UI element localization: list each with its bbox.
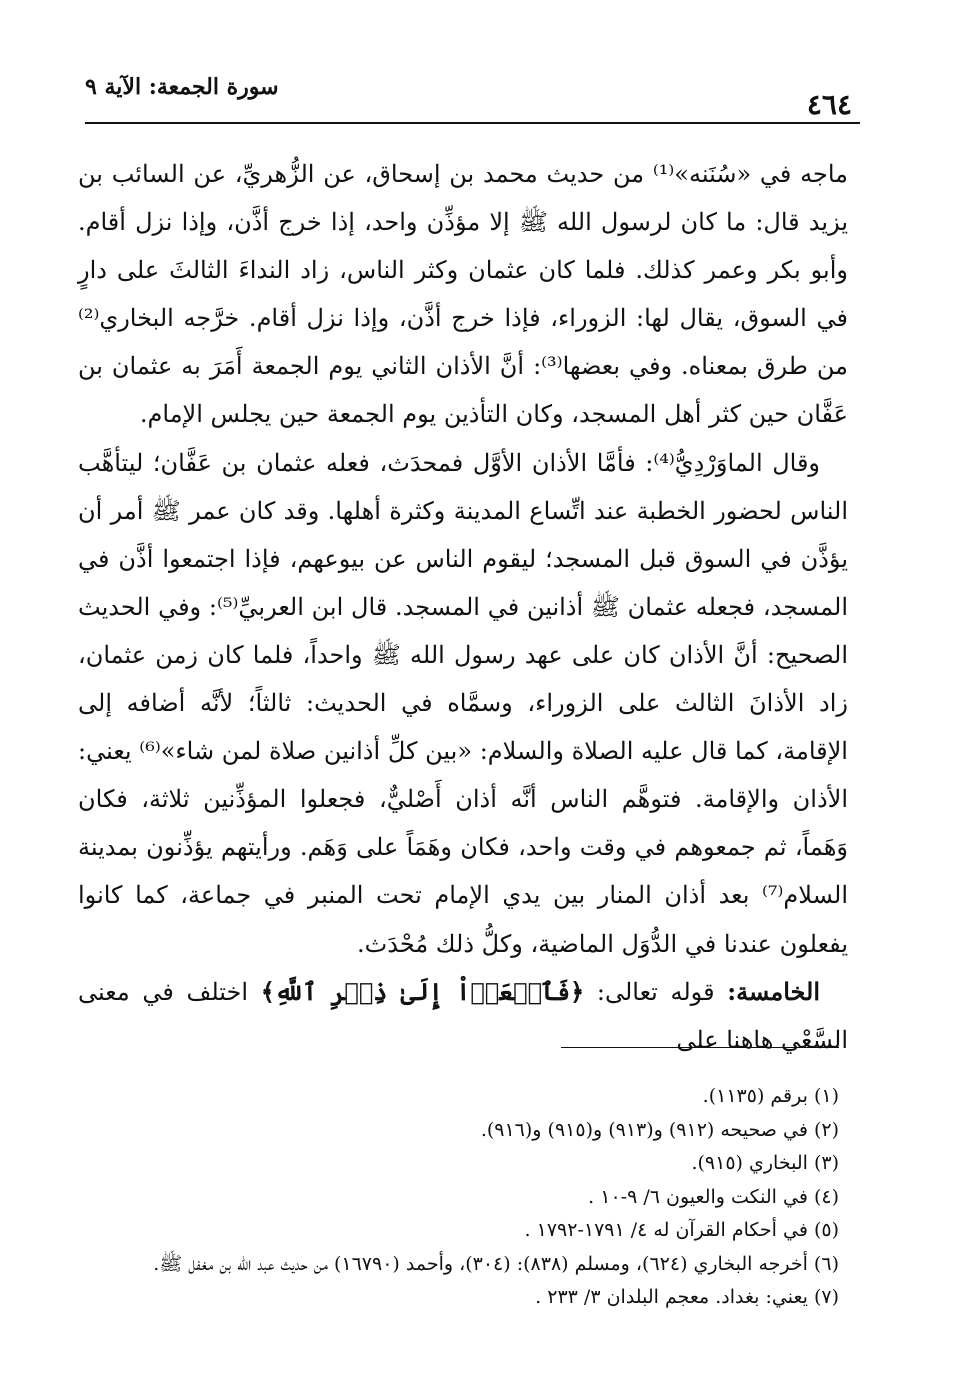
footnote: (٦) أخرجه البخاري (٦٢٤)، ومسلم (٨٣٨): (٣٠٤)، وأحمد (١٦٧٩٠) من حديث عبد الله بن مغفل ﷺ.	[153, 1252, 839, 1275]
page-header	[85, 60, 860, 130]
footnote: (٧) يعني: بغداد. معجم البلدان ٣/ ٢٣٣ .	[535, 1286, 839, 1308]
section-lead: الخامسة:	[727, 976, 820, 1006]
running-title: سورة الجمعة: الآية ٩	[85, 74, 279, 100]
footnote: (٣) البخاري (٩١٥).	[691, 1152, 839, 1174]
footnote: (٢) في صحيحه (٩١٢) و(٩١٣) و(٩١٥) و(٩١٦).	[480, 1118, 839, 1141]
main-text	[78, 150, 848, 1064]
paragraph-text: قوله تعالى:	[584, 977, 728, 1006]
footnote-separator	[561, 1047, 839, 1048]
final-paragraph	[78, 968, 848, 1064]
page-number: ٤٦٤	[806, 88, 852, 121]
paragraph-text: اختلف في معنى السَّعْي هاهنا على	[78, 977, 848, 1054]
footnote: (٤) في النكت والعيون ٦/ ٩-١٠ .	[588, 1185, 839, 1208]
header-rule	[85, 122, 860, 124]
quran-verse: ﴿فَٱسۡعَوۡاْ إِلَىٰ ذِكۡرِ ٱللَّهِ﴾	[260, 976, 585, 1006]
footnote: (٥) في أحكام القرآن له ٤/ ١٧٩١-١٧٩٢ .	[524, 1219, 839, 1241]
paragraph: ماجه في «سُنَنه»⁽¹⁾ من حديث محمد بن إسحاق، عن الزُّهريِّ، عن السائب بن يزيد قال: ما كان لرسول الله ﷺ إلا مؤذِّن واحد، إذا خرج أذَّن، وإذا نزل أقام. وأبو بكر وعمر كذلك. فلما كان عثمان وكثر الناس، زاد النداءَ الثالثَ على دارٍ في السوق، يقال لها: الزوراء، فإذا خرج أذَّن، وإذا نزل أقام. خرَّجه البخاري⁽²⁾ من طرق بمعناه. وفي بعضها⁽³⁾: أنَّ الأذان الثاني يوم الجمعة أَمَرَ به عثمان بن عَفَّان حين كثر أهل المسجد، وكان التأذين يوم الجمعة حين يجلس الإمام.	[78, 160, 849, 429]
footnotes	[79, 1080, 839, 1315]
paragraph: وقال الماوَرْدِيُّ⁽⁴⁾: فأمَّا الأذان الأوَّل فمحدَث، فعله عثمان بن عَفَّان؛ ليتأهَّب الناس لحضور الخطبة عند اتِّساع المدينة وكثرة أهلها. وقد كان عمر ﷺ أمر أن يؤذَّن في السوق قبل المسجد؛ ليقوم الناس عن بيوعهم، فإذا اجتمعوا أذَّن في المسجد، فجعله عثمان ﷺ أذانين في المسجد. قال ابن العربيِّ⁽⁵⁾: وفي الحديث الصحيح: أنَّ الأذان كان على عهد رسول الله ﷺ واحداً، فلما كان زمن عثمان، زاد الأذانَ الثالث على الزوراء، وسمَّاه في الحديث: ثالثاً؛ لأنَّه أضافه إلى الإقامة، كما قال عليه الصلاة والسلام: «بين كلِّ أذانين صلاة لمن شاء»⁽⁶⁾ يعني: الأذان والإقامة. فتوهَّم الناس أنَّه أذان أَصْليٌّ، فجعلوا المؤذِّنين ثلاثة، فكان وَهَماً، ثم جمعوهم في وقت واحد، فكان وهَمَاً على وَهَم. ورأيتهم يؤذِّنون بمدينة السلام⁽⁷⁾ بعد أذان المنار بين يدي الإمام تحت المنبر في جماعة، كما كانوا يفعلون عندنا في الدُّوَل الماضية، وكلُّ ذلك مُحْدَث.	[78, 448, 848, 958]
footnote: (١) برقم (١١٣٥).	[702, 1085, 839, 1107]
